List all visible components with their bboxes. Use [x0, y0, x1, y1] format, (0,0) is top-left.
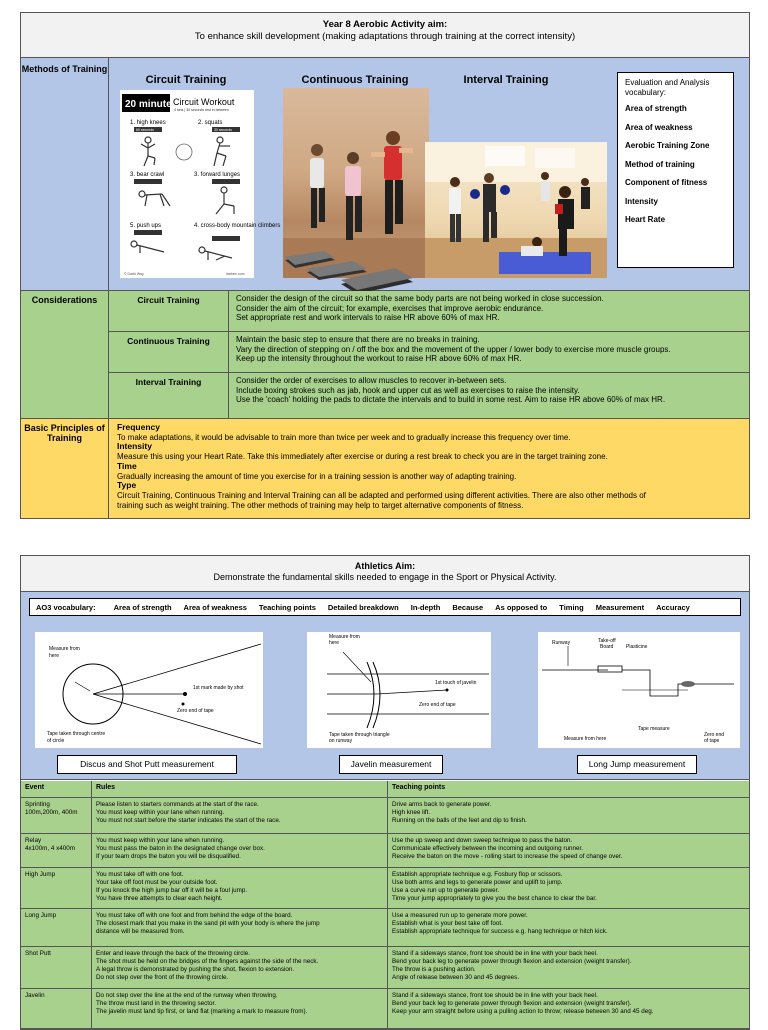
vocab-heading: Evaluation and Analysis vocabulary: — [625, 78, 710, 97]
rule-line: The javelin must land tip first, or land flat (marking a mark to measure from). — [96, 1008, 308, 1015]
intensity-heading: Intensity — [117, 441, 152, 452]
long-zero-1: Zero end — [704, 732, 725, 738]
event-line: High Jump — [25, 871, 56, 878]
discus-caption: Discus and Shot Putt measurement — [57, 755, 237, 774]
rule-line: You must keep within your lane when running. — [96, 837, 225, 844]
point-line: Drive arms back to generate power. — [392, 801, 492, 808]
poster-item-2: 2. squats — [198, 120, 223, 126]
principles-text — [117, 423, 739, 510]
exercisers — [310, 131, 413, 240]
ao3-label: AO3 vocabulary: — [36, 602, 96, 612]
vocab-item: Aerobic Training Zone — [625, 141, 710, 150]
consideration-line: Consider the order of exercises to allow muscles to recover in-between sets. — [236, 376, 507, 385]
time-text: Gradually increasing the amount of time you exercise for in a training session is another way of adapting training. — [117, 471, 517, 481]
poster-item-4: 3. forward lunges — [194, 172, 241, 178]
consideration-line: Consider the aim of the circuit; for example, exercises that improve aerobic endurance. — [236, 303, 544, 313]
rules-cell — [92, 834, 388, 867]
event-line: Sprinting — [25, 801, 50, 808]
circuit-training-heading: Circuit Training — [145, 74, 227, 86]
rule-line: You must pass the baton in the designated change over box. — [96, 845, 265, 852]
table-row — [21, 909, 749, 947]
poster-credit-left: © Darbi Way — [124, 272, 144, 276]
rule-line: The throw must land in the throwing sector. — [96, 1000, 217, 1007]
event-cell — [21, 909, 92, 946]
consideration-title: Interval Training — [109, 373, 229, 419]
table-row — [21, 798, 749, 834]
discus-tape-2: of circle — [47, 738, 65, 744]
long-jump-diagram — [538, 632, 740, 748]
event-line: Long Jump — [25, 912, 57, 919]
long-plasticine: Plasticine — [626, 644, 648, 650]
circuit-workout-poster — [120, 90, 281, 278]
ao3-item: Timing — [559, 602, 584, 612]
rule-line: The closest mark that you make in the sand pit with your body is where the jump — [96, 920, 320, 927]
rule-line: You must not start before the starter indicates the start of the race. — [96, 817, 281, 824]
rule-line: If you knock the high jump bar off it will be a foul jump. — [96, 887, 248, 894]
event-cell — [21, 868, 92, 908]
rules-cell — [92, 989, 388, 1028]
javelin-tape-2: on runway — [329, 738, 353, 744]
point-line: Time your jump appropriately to give you the best chance to clear the bar. — [392, 895, 597, 902]
type-heading: Type — [117, 480, 137, 491]
consideration-text — [236, 376, 745, 405]
rule-line: You must take off with one foot. — [96, 871, 184, 878]
long-takeoff-1: Take-off — [598, 638, 616, 644]
discus-zero: Zero end of tape — [177, 708, 214, 714]
point-line: Keep your arm straight before using a pulling action to throw; release between 30 and 45 deg. — [392, 1008, 654, 1015]
point-line: Bend your back leg to generate power through flexion and extension (weight transfer). — [392, 1000, 632, 1007]
points-cell — [388, 798, 749, 833]
points-cell — [388, 868, 749, 908]
point-line: Stand if a sideways stance, front toe should be in line with your back heel. — [392, 992, 598, 999]
points-cell — [388, 989, 749, 1028]
consideration-line: Use the 'coach' holding the pads to dictate the intervals and to build in some rest. Aim to raise HR above 60% of max HR. — [236, 395, 666, 405]
long-measure: Measure from here — [564, 736, 607, 742]
aerobic-title: Year 8 Aerobic Activity aim: — [322, 19, 448, 30]
evaluation-vocabulary-box — [617, 72, 734, 268]
event-line: Javelin — [25, 992, 45, 999]
athletics-rules-table — [21, 781, 749, 1029]
figure-squats — [214, 137, 230, 166]
point-line: Establish what is your best take off foot. — [392, 920, 503, 927]
consideration-line: Vary the direction of stepping on / off the box and the movement of the upper / lower body to exercise more muscle groups. — [236, 344, 671, 354]
ao3-item: In-depth — [410, 602, 441, 612]
point-line: High knee lift. — [392, 809, 431, 816]
long-jump-caption: Long Jump measurement — [577, 755, 697, 774]
ao3-item: Because — [452, 602, 484, 612]
rules-cell — [92, 909, 388, 946]
methods-label: Methods of Training — [21, 58, 109, 290]
athletics-subtitle: Demonstrate the fundamental skills needed to engage in the Sport or Physical Activity. — [213, 572, 557, 582]
aerobic-activity-sheet — [20, 12, 750, 519]
event-cell — [21, 834, 92, 867]
rules-cell — [92, 868, 388, 908]
header-event: Event — [21, 781, 92, 797]
long-tape: Tape measure — [638, 726, 670, 732]
event-cell — [21, 798, 92, 833]
table-row — [21, 868, 749, 909]
points-cell — [388, 947, 749, 988]
poster-time-1: 60 seconds — [136, 128, 154, 132]
continuous-training-heading: Continuous Training — [301, 74, 409, 86]
javelin-measure-from: Measure from — [329, 634, 360, 640]
rule-line: Do not step over the line at the end of the runway when throwing. — [96, 992, 278, 999]
ao3-item: Area of strength — [113, 602, 172, 612]
athletics-header — [21, 556, 749, 592]
rule-line: Do not step over the front of the throwing circle. — [96, 974, 229, 981]
long-zero-2: of tape — [704, 738, 720, 744]
poster-time-2: 30 seconds — [214, 128, 232, 132]
rule-line: Your take off foot must be your outside foot. — [96, 879, 218, 886]
figure-lunges — [216, 187, 234, 214]
athletics-title: Athletics Aim: — [354, 561, 416, 571]
type-text-1: Circuit Training, Continuous Training and Interval Training can all be adapted and performed using different activities. There are also other methods of — [117, 490, 646, 500]
event-line: Shot Putt — [25, 950, 51, 957]
poster-big-text: 20 minute — [125, 99, 172, 110]
javelin-caption: Javelin measurement — [339, 755, 443, 774]
point-line: Use a curve run up to generate power. — [392, 887, 500, 894]
discus-shot-diagram — [35, 632, 263, 748]
header-teaching-points: Teaching points — [392, 784, 446, 791]
consideration-row-circuit — [109, 291, 749, 332]
ao3-item: As opposed to — [495, 602, 548, 612]
aerobic-header — [21, 13, 749, 58]
rule-line: You have three attempts to clear each height. — [96, 895, 223, 902]
rule-line: If your team drops the baton you will be disqualified. — [96, 853, 241, 860]
ao3-item: Detailed breakdown — [327, 602, 399, 612]
rules-cell — [92, 798, 388, 833]
discus-mark: 1st mark made by shot — [193, 685, 244, 691]
consideration-text — [236, 294, 745, 323]
vocab-item: Component of fitness — [625, 178, 708, 187]
intensity-text: Measure this using your Heart Rate. Take this immediately after exercise or during a rest break to check you are in the target training zone. — [117, 452, 608, 462]
ao3-vocabulary-bar — [29, 598, 741, 616]
interval-boxing-photo — [425, 142, 607, 278]
table-row — [21, 834, 749, 868]
consideration-line: Keep up the intensity throughout the workout to raise HR above 60% of max HR. — [236, 354, 522, 364]
point-line: Bend your back leg to generate power through flexion and extension (weight transfer). — [392, 958, 632, 965]
points-cell — [388, 909, 749, 946]
event-line: Relay — [25, 837, 42, 844]
discus-here: here — [49, 653, 60, 659]
point-line: The throw is a pushing action. — [392, 966, 476, 973]
point-line: Running on the balls of the feet and dip to finish. — [392, 817, 527, 824]
rule-line: Enter and leave through the back of the throwing circle. — [96, 950, 251, 957]
figure-bear-crawl — [139, 191, 170, 206]
rules-cell — [92, 947, 388, 988]
interval-training-heading: Interval Training — [463, 74, 549, 86]
javelin-touch: 1st touch of javelin — [435, 680, 477, 686]
vocab-item: Area of weakness — [625, 122, 693, 132]
point-line: Stand if a sideways stance, front toe should be in line with your back heel. — [392, 950, 598, 957]
point-line: Use the up sweep and down sweep technique to pass the baton. — [392, 837, 573, 844]
point-line: Establish appropriate technique e.g. Fosbury flop or scissors. — [392, 871, 563, 878]
vocab-item: Method of training — [625, 159, 695, 169]
table-header-row — [21, 781, 749, 798]
event-line: 4x100m, 4 x400m — [25, 845, 76, 852]
rule-line: A legal throw is demonstrated by pushing the shot, flexion to extension. — [96, 966, 295, 973]
long-runway: Runway — [552, 640, 571, 646]
table-row — [21, 989, 749, 1029]
discus-measure-from: Measure from — [49, 646, 80, 652]
javelin-zero: Zero end of tape — [419, 702, 456, 708]
consideration-line: Set appropriate rest and work intervals to raise HR above 60% of max HR. — [236, 313, 500, 323]
point-line: Angle of release between 30 and 45 degrees. — [392, 974, 520, 981]
aerobic-subtitle: To enhance skill development (making adaptations through training at the correct intensity) — [194, 31, 576, 42]
rule-line: distance will be measured from. — [96, 928, 185, 935]
considerations-label: Considerations — [21, 291, 109, 418]
athletics-sheet — [20, 555, 750, 1030]
figure-high-knees — [141, 137, 155, 166]
poster-item-5: 5. push ups — [130, 223, 162, 229]
javelin-here: here — [329, 640, 340, 646]
consideration-row-interval — [109, 373, 749, 419]
event-line: 100m,200m, 400m — [25, 809, 78, 816]
point-line: Receive the baton on the move - rolling start to increase the speed of change over. — [392, 853, 623, 860]
vocab-item: Heart Rate — [625, 215, 666, 224]
javelin-diagram — [307, 632, 491, 748]
figure-mountain-climbers — [199, 247, 232, 260]
consideration-text — [236, 335, 745, 364]
frequency-heading: Frequency — [117, 422, 160, 432]
poster-item-1: 1. high knees — [130, 120, 166, 126]
point-line: Communicate effectively between the incoming and outgoing runner. — [392, 845, 584, 852]
table-row — [21, 947, 749, 989]
rule-line: You must take off with one foot and from behind the edge of the board. — [96, 912, 293, 919]
consideration-line: Include boxing strokes such as jab, hook and upper cut as well as exercises to raise the intensity. — [236, 385, 580, 395]
poster-sub: 4 sets | 30 seconds rest in between — [174, 108, 229, 112]
frequency-text: To make adaptations, it would be advisable to train more than twice per week and to gradually increase this frequency over time. — [117, 432, 571, 442]
points-cell — [388, 834, 749, 867]
methods-of-training-section — [21, 58, 749, 291]
event-cell — [21, 947, 92, 988]
point-line: Establish appropriate technique for success e.g. hang technique or hitch kick. — [392, 928, 608, 935]
consideration-title: Continuous Training — [109, 332, 229, 372]
poster-item-3: 3. bear crawl — [130, 172, 165, 178]
consideration-line: Maintain the basic step to ensure that there are no breaks in training. — [236, 335, 480, 344]
consideration-row-continuous — [109, 332, 749, 373]
vocab-item: Area of strength — [625, 104, 687, 113]
point-line: Use both arms and legs to generate power and uplift to jump. — [392, 879, 563, 886]
rule-line: Please listen to starters commands at the start of the race. — [96, 801, 259, 808]
basic-principles-section — [21, 419, 749, 518]
considerations-section — [21, 291, 749, 419]
rule-line: You must keep within your lane when running. — [96, 809, 225, 816]
basic-principles-label: Basic Principles of Training — [21, 419, 109, 518]
vocab-item: Intensity — [625, 196, 658, 206]
poster-item-6: 4. cross-body mountain climbers — [194, 223, 281, 229]
step-aerobics-photo — [283, 88, 429, 278]
header-rules: Rules — [92, 781, 388, 797]
discus-tape-1: Tape taken through centre — [47, 731, 106, 737]
poster-credit-right: darbee.com — [226, 272, 245, 276]
consideration-title: Circuit Training — [109, 291, 229, 331]
figure-push-ups — [131, 241, 164, 253]
consideration-line: Consider the design of the circuit so that the same body parts are not being worked in close succession. — [236, 294, 604, 303]
rule-line: The shot must be held on the bridges of the fingers against the side of the neck. — [96, 958, 319, 965]
athletics-diagrams-section — [21, 592, 749, 780]
javelin-tape-1: Tape taken through triangle — [329, 732, 390, 738]
ao3-item: Teaching points — [258, 602, 316, 612]
event-cell — [21, 989, 92, 1028]
long-takeoff-2: Board — [600, 644, 614, 650]
type-text-2: training such as weight training. The other methods of training may help to target alternative components of fitness. — [117, 500, 524, 510]
ao3-item: Measurement — [595, 602, 645, 612]
time-heading: Time — [117, 460, 137, 471]
ao3-item: Area of weakness — [183, 602, 247, 612]
poster-title: Circuit Workout — [173, 97, 235, 107]
ao3-item: Accuracy — [656, 602, 690, 612]
point-line: Use a measured run up to generate more power. — [392, 912, 528, 919]
